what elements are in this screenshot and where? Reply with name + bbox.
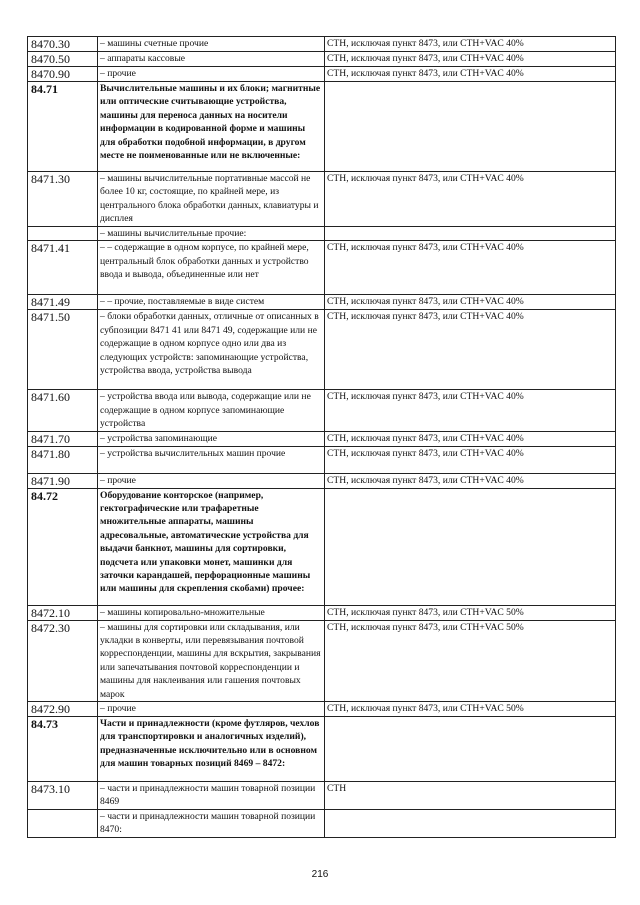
rule-cell: СТН, исключая пункт 8473, или СТН+VAC 50% <box>325 702 616 717</box>
table-row <box>28 782 616 810</box>
description-cell: – машины вычислительные портативные массой не более 10 кг, состоящие, по крайней мере, из центрального блока обработки данных, клавиатуры и дисплея <box>98 172 325 227</box>
table-row <box>28 809 616 837</box>
description-cell: – аппараты кассовые <box>98 52 325 67</box>
description-cell: – устройства запоминающие <box>98 431 325 446</box>
description-cell: – части и принадлежности машин товарной позиции 8469 <box>98 782 325 810</box>
code-cell: 84.72 <box>28 488 98 605</box>
description-cell: – части и принадлежности машин товарной позиции 8470: <box>98 809 325 837</box>
code-cell: 8471.49 <box>28 295 98 310</box>
rule-cell: СТН, исключая пункт 8473, или СТН+VAC 40% <box>325 295 616 310</box>
code-cell: 8471.70 <box>28 431 98 446</box>
table-row <box>28 473 616 488</box>
table-row <box>28 702 616 717</box>
rule-cell: СТН, исключая пункт 8473, или СТН+VAC 50% <box>325 605 616 620</box>
rule-cell: СТН, исключая пункт 8473, или СТН+VAC 40% <box>325 431 616 446</box>
code-cell <box>28 227 98 241</box>
description-cell: – – прочие, поставляемые в виде систем <box>98 295 325 310</box>
code-cell: 8472.90 <box>28 702 98 717</box>
description-cell: – блоки обработки данных, отличные от описанных в субпозиции 8471 41 или 8471 49, содержащие или не содержащие в одном корпусе одно или два из следующих устройств: запоминающие устройства, устройства ввода, устройства вывода <box>98 310 325 390</box>
code-cell <box>28 809 98 837</box>
table-row <box>28 67 616 82</box>
table-row <box>28 717 616 782</box>
code-cell: 8472.10 <box>28 605 98 620</box>
rule-cell: СТН, исключая пункт 8473, или СТН+VAC 40% <box>325 390 616 431</box>
description-cell: – прочие <box>98 702 325 717</box>
table-row <box>28 605 616 620</box>
rule-cell: СТН, исключая пункт 8473, или СТН+VAC 40% <box>325 67 616 82</box>
rule-cell <box>325 227 616 241</box>
code-cell: 8473.10 <box>28 782 98 810</box>
rule-cell: СТН, исключая пункт 8473, или СТН+VAC 40% <box>325 172 616 227</box>
description-cell: – машины счетные прочие <box>98 37 325 52</box>
table-row <box>28 82 616 172</box>
page-number: 216 <box>311 869 329 880</box>
code-cell: 84.71 <box>28 82 98 172</box>
rule-cell: СТН, исключая пункт 8473, или СТН+VAC 40% <box>325 241 616 295</box>
description-cell: Вычислительные машины и их блоки; магнитные или оптические считывающие устройства, машины для переноса данных на носители информации в кодированной форме и машины для обработки подобной информации, в другом месте не поименованные или не включенные: <box>98 82 325 172</box>
description-cell: – устройства вычислительных машин прочие <box>98 446 325 473</box>
description-cell: – – содержащие в одном корпусе, по крайней мере, центральный блок обработки данных и устройство ввода и вывода, объединенные или нет <box>98 241 325 295</box>
table-row <box>28 241 616 295</box>
rule-cell: СТН, исключая пункт 8473, или СТН+VAC 50% <box>325 620 616 701</box>
table-row <box>28 620 616 701</box>
code-cell: 8471.90 <box>28 473 98 488</box>
code-cell: 8471.60 <box>28 390 98 431</box>
rule-cell: СТН, исключая пункт 8473, или СТН+VAC 40% <box>325 37 616 52</box>
tariff-rules-table-container <box>27 36 613 838</box>
table-row <box>28 172 616 227</box>
description-cell: – устройства ввода или вывода, содержащие или не содержащие в одном корпусе запоминающие устройства <box>98 390 325 431</box>
description-cell: – прочие <box>98 67 325 82</box>
table-row <box>28 295 616 310</box>
table-row <box>28 431 616 446</box>
description-cell: – прочие <box>98 473 325 488</box>
code-cell: 8471.41 <box>28 241 98 295</box>
code-cell: 8470.50 <box>28 52 98 67</box>
table-row <box>28 390 616 431</box>
rule-cell: СТН, исключая пункт 8473, или СТН+VAC 40% <box>325 473 616 488</box>
code-cell: 8471.80 <box>28 446 98 473</box>
table-body <box>28 37 616 838</box>
rule-cell: СТН, исключая пункт 8473, или СТН+VAC 40% <box>325 446 616 473</box>
rule-cell: СТН <box>325 782 616 810</box>
description-cell: – машины для сортировки или складывания, или укладки в конверты, или перевязывания почтовой корреспонденции, машины для вскрытия, закрывания или запечатывания почтовой корреспонденции и машины для наклеивания или гашения почтовых марок <box>98 620 325 701</box>
rule-cell <box>325 809 616 837</box>
rule-cell <box>325 488 616 605</box>
description-cell: Оборудование конторское (например, гектографические или трафаретные множительные аппараты, машины адресовальные, автоматические устройства для выдачи банкнот, машины для сортировки, подсчета или упаковки монет, машинки для заточки карандашей, перфорационные машины или машины для скрепления скобами) прочее: <box>98 488 325 605</box>
code-cell: 84.73 <box>28 717 98 782</box>
rule-cell <box>325 717 616 782</box>
code-cell: 8470.30 <box>28 37 98 52</box>
rule-cell: СТН, исключая пункт 8473, или СТН+VAC 40% <box>325 52 616 67</box>
code-cell: 8471.30 <box>28 172 98 227</box>
table-row <box>28 227 616 241</box>
table-row <box>28 446 616 473</box>
table-row <box>28 488 616 605</box>
description-cell: – машины вычислительные прочие: <box>98 227 325 241</box>
description-cell: Части и принадлежности (кроме футляров, чехлов для транспортировки и аналогичных изделий), предназначенные исключительно или в основном для машин товарных позиций 8469 – 8472: <box>98 717 325 782</box>
table-row <box>28 37 616 52</box>
code-cell: 8471.50 <box>28 310 98 390</box>
code-cell: 8472.30 <box>28 620 98 701</box>
rule-cell: СТН, исключая пункт 8473, или СТН+VAC 40% <box>325 310 616 390</box>
description-cell: – машины копировально-множительные <box>98 605 325 620</box>
code-cell: 8470.90 <box>28 67 98 82</box>
rule-cell <box>325 82 616 172</box>
tariff-rules-table <box>27 36 616 838</box>
table-row <box>28 310 616 390</box>
table-row <box>28 52 616 67</box>
